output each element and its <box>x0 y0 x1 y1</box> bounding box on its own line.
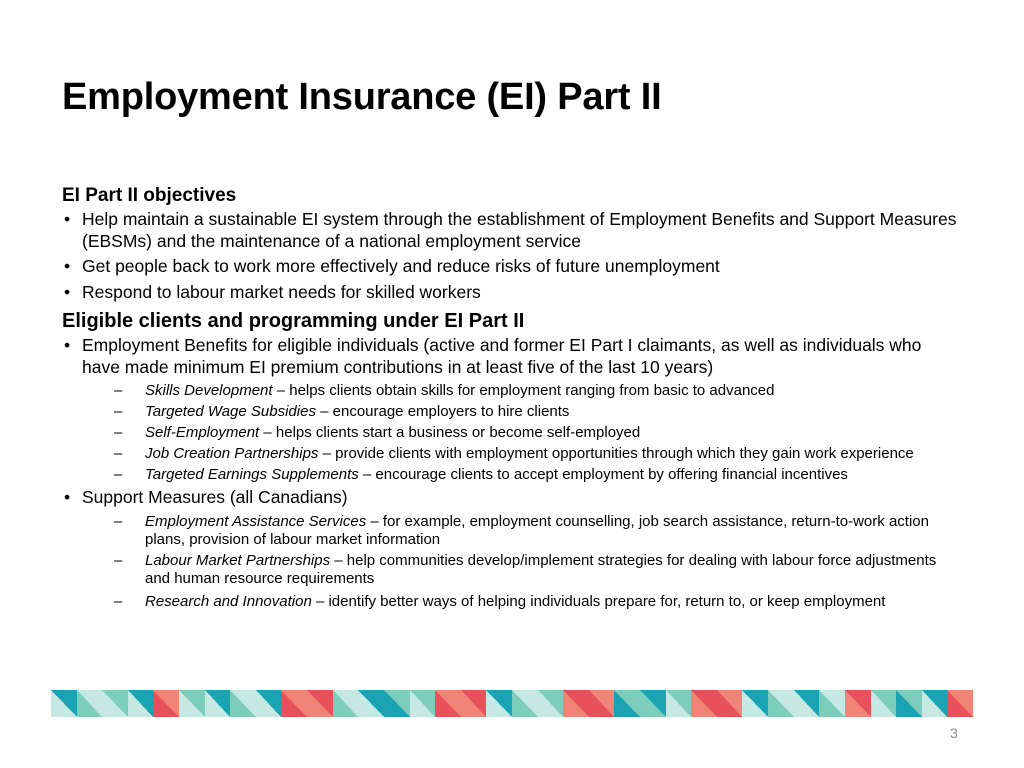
slide-content <box>62 182 962 615</box>
band-tile <box>179 690 205 717</box>
band-tile <box>512 690 538 717</box>
support-desc: – for example, employment counselling, job search assistance, return-to-work action plans, provision of labour market information <box>145 512 929 548</box>
support-item <box>62 591 962 612</box>
support-measures-text: Support Measures (all Canadians) <box>82 487 348 507</box>
page-number: 3 <box>950 725 958 741</box>
objectives-heading: EI Part II objectives <box>62 185 237 206</box>
band-tile <box>717 690 743 717</box>
band-tile <box>922 690 948 717</box>
support-term: Employment Assistance Services <box>145 512 367 530</box>
objective-item: • Respond to labour market needs for skilled workers <box>62 282 962 304</box>
benefit-desc: – helps clients obtain skills for employment ranging from basic to advanced <box>272 382 775 399</box>
objective-item: • Help maintain a sustainable EI system through the establishment of Employment Benefits and Support Measures (EBSMs) and the maintenance of a national employment service <box>62 209 962 252</box>
band-tile <box>819 690 845 717</box>
band-tile <box>128 690 154 717</box>
employment-benefits-item <box>62 335 962 378</box>
support-desc: – identify better ways of helping individuals prepare for, return to, or keep employment <box>311 592 886 610</box>
support-term: Research and Innovation <box>145 592 312 610</box>
support-measures-item <box>62 487 962 509</box>
band-tile <box>153 690 179 717</box>
benefit-term: Self-Employment <box>145 424 260 441</box>
band-tile <box>435 690 461 717</box>
benefit-desc: – encourage clients to accept employment by offering financial incentives <box>358 466 848 483</box>
support-item <box>62 552 962 588</box>
band-tile <box>947 690 973 717</box>
band-tile <box>871 690 897 717</box>
band-tile <box>102 690 128 717</box>
band-tile <box>691 690 717 717</box>
eligible-heading: Eligible clients and programming under EI Part II <box>62 310 525 332</box>
band-tile <box>307 690 333 717</box>
band-tile <box>230 690 256 717</box>
band-tile <box>589 690 615 717</box>
band-tile <box>896 690 922 717</box>
band-tile <box>486 690 512 717</box>
objective-item: • Get people back to work more effectively and reduce risks of future unemployment <box>62 256 962 278</box>
band-tile <box>794 690 820 717</box>
band-tile <box>845 690 871 717</box>
band-tile <box>538 690 564 717</box>
band-tile <box>768 690 794 717</box>
band-tile <box>205 690 231 717</box>
band-tile <box>358 690 384 717</box>
slide-title: Employment Insurance (EI) Part II <box>62 76 662 118</box>
band-tile <box>384 690 410 717</box>
band-tile <box>410 690 436 717</box>
band-tile <box>742 690 768 717</box>
band-tile <box>640 690 666 717</box>
benefit-item <box>62 382 962 400</box>
benefit-term: Job Creation Partnerships <box>145 445 319 462</box>
benefits-sublist <box>62 382 962 484</box>
band-tile <box>51 690 77 717</box>
benefit-term: Targeted Wage Subsidies <box>145 403 316 420</box>
support-list <box>62 487 962 509</box>
band-tile <box>666 690 692 717</box>
band-tile <box>77 690 103 717</box>
support-desc: – help communities develop/implement strategies for dealing with labour force adjustments and human resource requirements <box>145 551 937 587</box>
objectives-list <box>62 209 962 303</box>
band-tile <box>256 690 282 717</box>
benefit-term: Targeted Earnings Supplements <box>145 466 359 483</box>
support-item <box>62 513 962 549</box>
band-tile <box>281 690 307 717</box>
band-tile <box>333 690 359 717</box>
benefit-item <box>62 445 962 463</box>
band-tile <box>614 690 640 717</box>
band-tile <box>461 690 487 717</box>
decorative-triangle-band <box>51 690 973 717</box>
band-tile <box>563 690 589 717</box>
benefit-desc: – provide clients with employment opportunities through which they gain work experience <box>318 445 914 462</box>
benefit-item <box>62 403 962 421</box>
benefit-desc: – helps clients start a business or become self-employed <box>259 424 641 441</box>
benefit-term: Skills Development <box>145 382 273 399</box>
benefit-item <box>62 424 962 442</box>
eligible-list <box>62 335 962 378</box>
support-sublist <box>62 513 962 612</box>
support-term: Labour Market Partnerships <box>145 551 331 569</box>
employment-benefits-text: Employment Benefits for eligible individuals (active and former EI Part I claimants, as well as individuals who have made minimum EI premium contributions in at least five of the last 10 years) <box>82 335 922 377</box>
benefit-item <box>62 466 962 484</box>
benefit-desc: – encourage employers to hire clients <box>315 403 570 420</box>
